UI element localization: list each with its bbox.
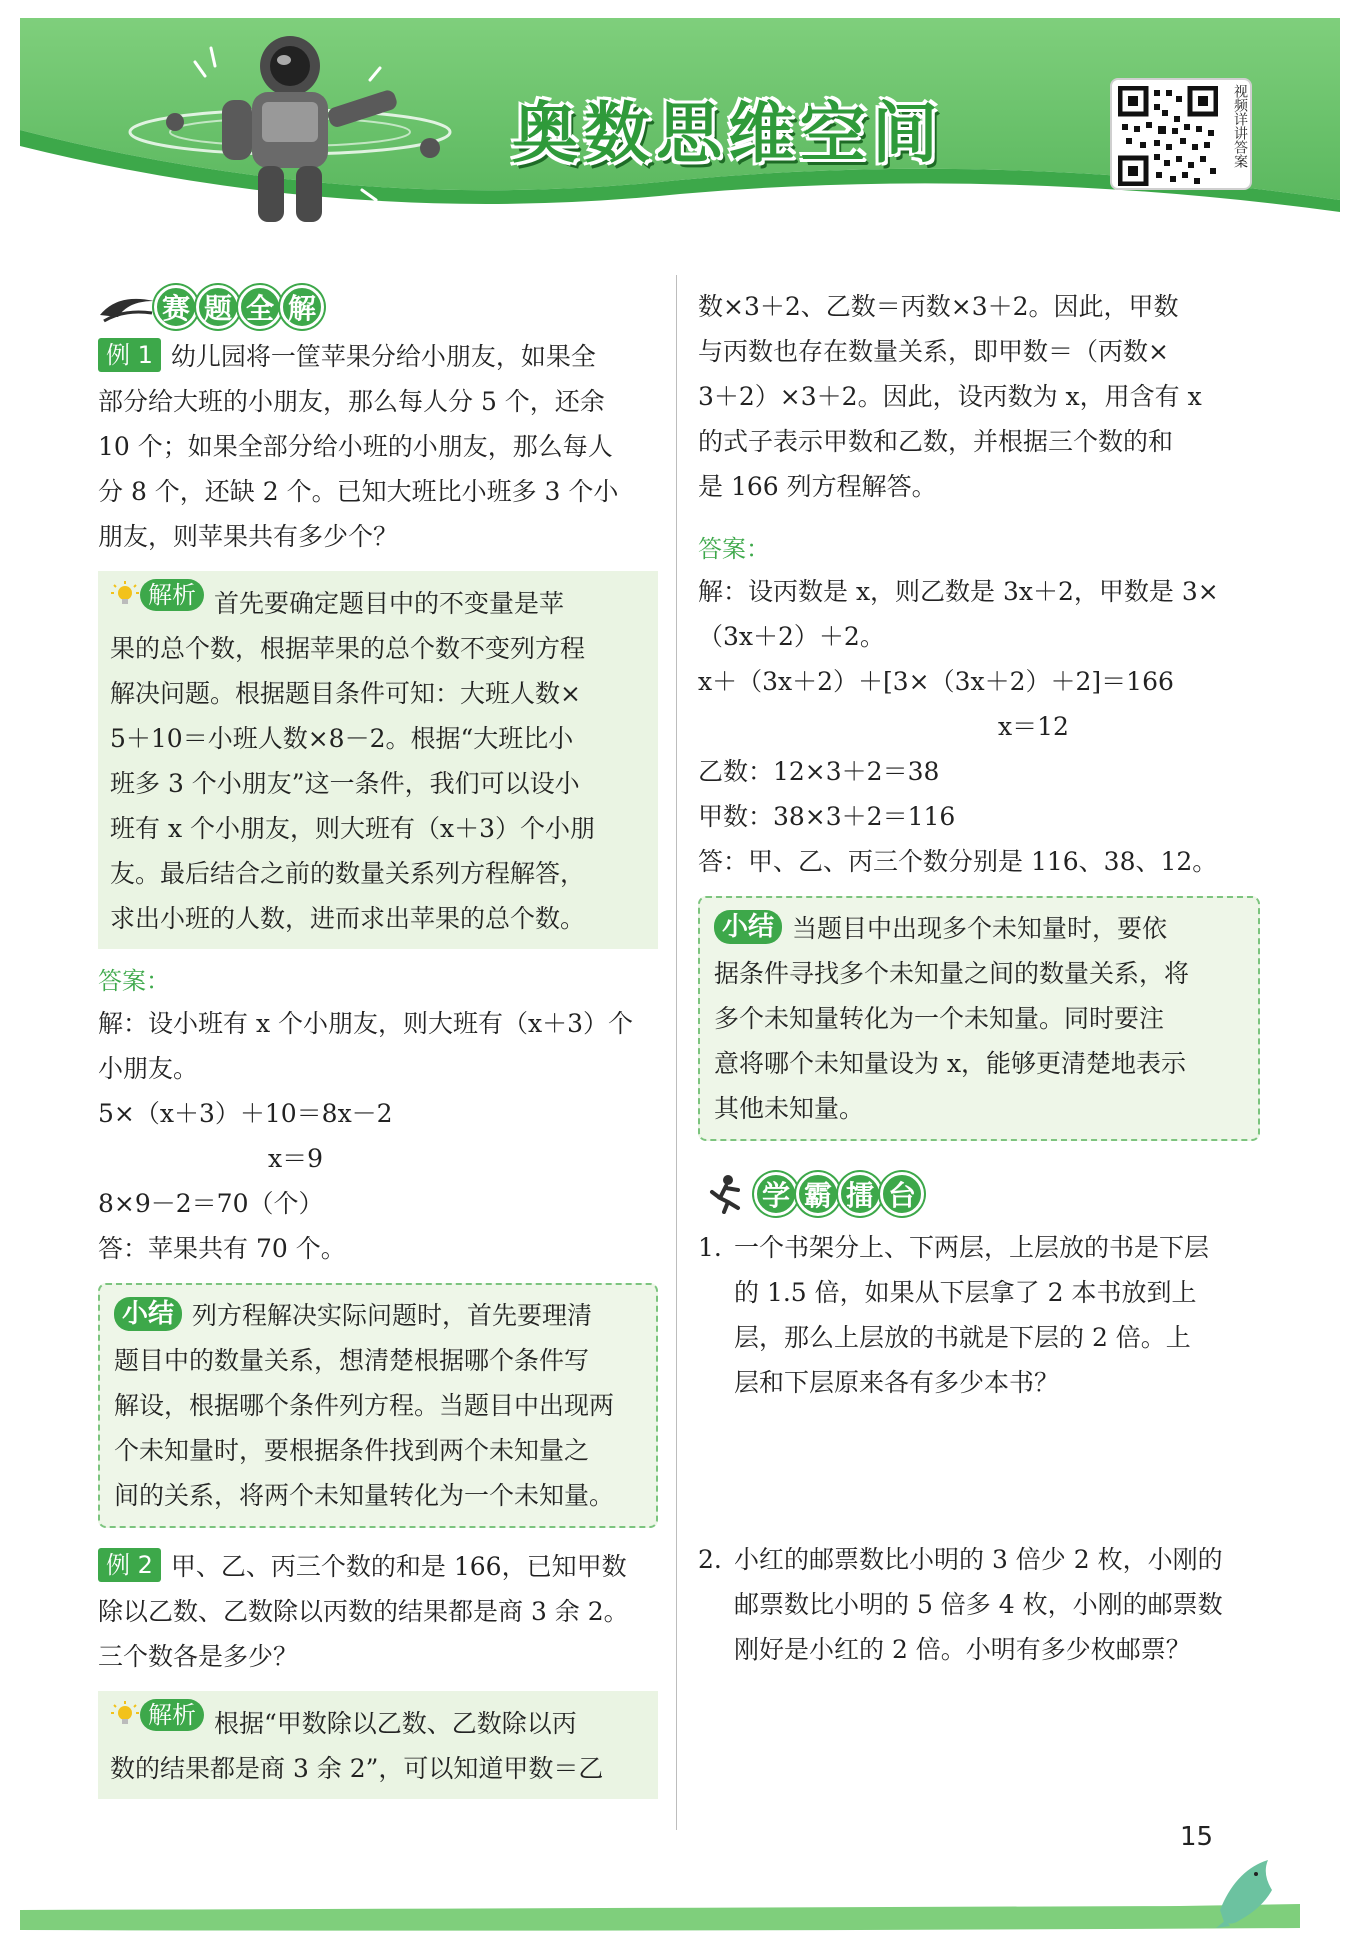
example-line: 幼儿园将一筐苹果分给小朋友，如果全 bbox=[170, 342, 596, 371]
analysis-line: 数的结果都是商 3 余 2”，可以知道甲数＝乙 bbox=[110, 1754, 604, 1783]
answer-1 bbox=[98, 1001, 658, 1271]
analysis-line: 果的总个数，根据苹果的总个数不变列方程 bbox=[110, 634, 586, 663]
right-column bbox=[698, 284, 1260, 1672]
analysis-line: 求出小班的人数，进而求出苹果的总个数。 bbox=[110, 904, 586, 933]
example-line: 分 8 个，还缺 2 个。已知大班比小班多 3 个小 bbox=[98, 477, 619, 506]
summary-box-1 bbox=[98, 1283, 658, 1528]
swoosh-icon bbox=[98, 287, 156, 327]
qr-code-icon bbox=[1118, 86, 1218, 186]
summary-tag: 小结 bbox=[114, 1297, 182, 1331]
footer-band bbox=[0, 1850, 1350, 1947]
analysis-line: 数×3＋2、乙数＝丙数×3＋2。因此，甲数 bbox=[698, 292, 1179, 321]
analysis-line: 班有 x 个小朋友，则大班有（x＋3）个小朋 bbox=[110, 814, 595, 843]
problem-2 bbox=[698, 1537, 1260, 1672]
analysis-label: 解析 bbox=[110, 579, 204, 611]
example-line: 朋友，则苹果共有多少个？ bbox=[98, 522, 399, 551]
answer-line: 答：苹果共有 70 个。 bbox=[98, 1234, 346, 1263]
answer-line: x＋（3x＋2）＋[3×（3x＋2）＋2]＝166 bbox=[698, 667, 1174, 696]
summary-tag: 小结 bbox=[714, 910, 782, 944]
problem-number: 2. bbox=[698, 1545, 722, 1574]
answer-line: 答：甲、乙、丙三个数分别是 116、38、12。 bbox=[698, 847, 1218, 876]
summary-line: 据条件寻找多个未知量之间的数量关系，将 bbox=[714, 959, 1190, 988]
summary-line: 当题目中出现多个未知量时，要依 bbox=[792, 914, 1168, 943]
answer-line: 5×（x＋3）＋10＝8x－2 bbox=[98, 1099, 393, 1128]
page-title: 奥数思维空间 bbox=[512, 95, 944, 172]
problem-line: 的 1.5 倍，如果从下层拿了 2 本书放到上 bbox=[734, 1278, 1197, 1307]
page-number: 15 bbox=[1180, 1822, 1214, 1852]
problem-number: 1. bbox=[698, 1233, 722, 1262]
problem-line: 层，那么上层放的书就是下层的 2 倍。上 bbox=[734, 1323, 1191, 1352]
problem-line: 一个书架分上、下两层，上层放的书是下层 bbox=[734, 1233, 1210, 1262]
answer-line: （3x＋2）＋2。 bbox=[698, 622, 885, 651]
summary-line: 其他未知量。 bbox=[714, 1094, 865, 1123]
example-line: 甲、乙、丙三个数的和是 166，已知甲数 bbox=[170, 1552, 627, 1581]
example-line: 10 个；如果全部分给小班的小朋友，那么每人 bbox=[98, 432, 613, 461]
analysis-line: 与丙数也存在数量关系，即甲数＝（丙数× bbox=[698, 337, 1169, 366]
section-heading-contest bbox=[98, 280, 658, 334]
analysis-box-1 bbox=[98, 571, 658, 949]
example-line: 三个数各是多少？ bbox=[98, 1642, 299, 1671]
answer-label: 答案： bbox=[698, 535, 770, 563]
summary-box-2 bbox=[698, 896, 1260, 1141]
problem-line: 邮票数比小明的 5 倍多 4 枚，小刚的邮票数 bbox=[734, 1590, 1223, 1619]
section-char: 台 bbox=[880, 1172, 924, 1216]
section-char: 赛 bbox=[154, 285, 198, 329]
summary-line: 多个未知量转化为一个未知量。同时要注 bbox=[714, 1004, 1165, 1033]
analysis-box-2 bbox=[98, 1691, 658, 1799]
problem-line: 层和下层原来各有多少本书？ bbox=[734, 1368, 1060, 1397]
column-divider bbox=[676, 275, 677, 1830]
answer-line: 小朋友。 bbox=[98, 1054, 199, 1083]
analysis-label: 解析 bbox=[110, 1699, 204, 1731]
qr-code-box[interactable] bbox=[1110, 78, 1252, 190]
section-char: 擂 bbox=[838, 1172, 882, 1216]
section-char: 全 bbox=[238, 285, 282, 329]
summary-line: 题目中的数量关系，想清楚根据哪个条件写 bbox=[114, 1346, 590, 1375]
lightbulb-icon bbox=[110, 580, 140, 610]
answer-solution: x＝9 bbox=[268, 1144, 324, 1173]
answer-solution: x＝12 bbox=[998, 712, 1069, 741]
section-char: 解 bbox=[280, 285, 324, 329]
analysis-line: 解决问题。根据题目条件可知：大班人数× bbox=[110, 679, 581, 708]
answer-2 bbox=[698, 569, 1260, 884]
runner-icon bbox=[698, 1174, 756, 1214]
answer-label: 答案： bbox=[98, 967, 170, 995]
section-char: 霸 bbox=[796, 1172, 840, 1216]
analysis-line: 的式子表示甲数和乙数，并根据三个数的和 bbox=[698, 427, 1174, 456]
qr-caption: 视频详讲答案 bbox=[1232, 84, 1248, 168]
summary-line: 列方程解决实际问题时，首先要理清 bbox=[192, 1301, 593, 1330]
analysis-line: 是 166 列方程解答。 bbox=[698, 472, 937, 501]
problem-line: 刚好是小红的 2 倍。小明有多少枚邮票？ bbox=[734, 1635, 1191, 1664]
analysis-2-continued bbox=[698, 284, 1260, 509]
analysis-line: 首先要确定题目中的不变量是苹 bbox=[214, 589, 565, 618]
summary-line: 个未知量时，要根据条件找到两个未知量之 bbox=[114, 1436, 590, 1465]
section-char: 学 bbox=[754, 1172, 798, 1216]
analysis-line: 根据“甲数除以乙数、乙数除以丙 bbox=[214, 1709, 577, 1738]
analysis-line: 友。最后结合之前的数量关系列方程解答， bbox=[110, 859, 586, 888]
example-2 bbox=[98, 1544, 658, 1679]
answer-line: 乙数：12×3＋2＝38 bbox=[698, 757, 940, 786]
example-line: 除以乙数、乙数除以丙数的结果都是商 3 余 2。 bbox=[98, 1597, 629, 1626]
answer-line: 8×9－2＝70（个） bbox=[98, 1189, 324, 1218]
lightbulb-icon bbox=[110, 1700, 140, 1730]
section-char: 题 bbox=[196, 285, 240, 329]
example-1 bbox=[98, 334, 658, 559]
analysis-line: 3＋2）×3＋2。因此，设丙数为 x，用含有 x bbox=[698, 382, 1202, 411]
problem-1 bbox=[698, 1225, 1260, 1405]
example-tag: 例 2 bbox=[98, 1548, 161, 1582]
answer-line: 解：设小班有 x 个小朋友，则大班有（x＋3）个 bbox=[98, 1009, 633, 1038]
summary-line: 解设，根据哪个条件列方程。当题目中出现两 bbox=[114, 1391, 615, 1420]
section-heading-challenge bbox=[698, 1167, 1260, 1221]
summary-line: 间的关系，将两个未知量转化为一个未知量。 bbox=[114, 1481, 615, 1510]
answer-line: 解：设丙数是 x，则乙数是 3x＋2，甲数是 3× bbox=[698, 577, 1219, 606]
example-line: 部分给大班的小朋友，那么每人分 5 个，还余 bbox=[98, 387, 605, 416]
analysis-line: 班多 3 个小朋友”这一条件，我们可以设小 bbox=[110, 769, 580, 798]
header-banner bbox=[0, 0, 1350, 240]
example-tag: 例 1 bbox=[98, 338, 161, 372]
summary-line: 意将哪个未知量设为 x，能够更清楚地表示 bbox=[714, 1049, 1187, 1078]
left-column bbox=[98, 280, 658, 1799]
analysis-line: 5＋10＝小班人数×8－2。根据“大班比小 bbox=[110, 724, 574, 753]
problem-line: 小红的邮票数比小明的 3 倍少 2 枚，小刚的 bbox=[734, 1545, 1223, 1574]
answer-line: 甲数：38×3＋2＝116 bbox=[698, 802, 956, 831]
